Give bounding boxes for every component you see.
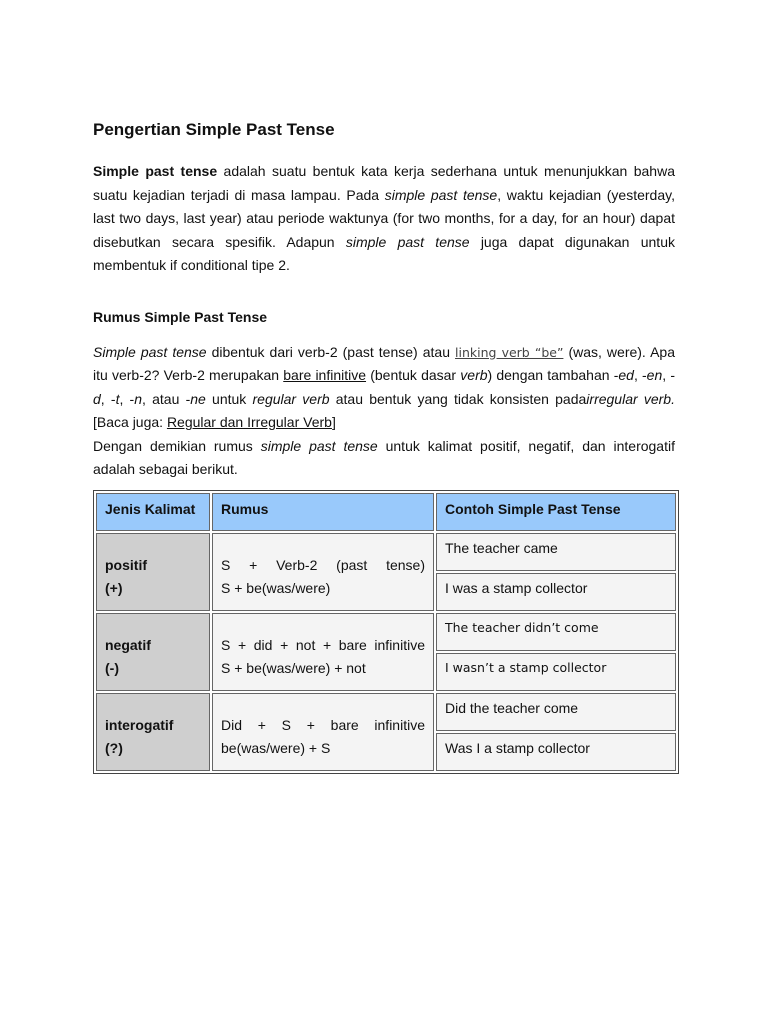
text: juga dapat digunakan untuk membentuk if conditional tipe 2. — [93, 233, 675, 273]
text: adalah suatu bentuk kata kerja sederhana untuk menunjukkan bahwa suatu kejadian terjadi di masa lampau. Pada — [93, 163, 675, 203]
text: (was, were). Apa itu verb-2? Verb-2 merupakan — [93, 343, 675, 383]
type: interogatif — [105, 716, 174, 733]
term: Simple past tense — [93, 343, 207, 360]
tense-table — [93, 490, 679, 774]
formula-cell — [212, 533, 434, 611]
text: untuk kalimat positif, negatif, dan interogatif adalah sebagai berikut. — [93, 437, 675, 477]
term: Simple past tense — [93, 163, 218, 179]
table-row — [96, 693, 676, 731]
text: ) dengan tambahan - — [487, 367, 619, 383]
text: ed — [618, 367, 634, 383]
type: positif — [105, 556, 147, 573]
text: Dengan demikian rumus — [93, 437, 261, 454]
example-cell: Did the teacher come — [436, 693, 676, 731]
symbol: (?) — [105, 739, 123, 756]
text: , - — [633, 367, 647, 383]
bare-infinitive-link[interactable]: bare infinitive — [283, 367, 367, 383]
symbol: (-) — [105, 659, 119, 676]
text: ne — [190, 390, 206, 407]
text: en — [646, 367, 663, 383]
example-cell: The teacher didn’t come — [436, 613, 676, 651]
text: , - — [119, 390, 135, 407]
text: ] — [331, 414, 336, 430]
formula: S + Verb-2 (past tense) — [221, 556, 425, 573]
text: , - — [662, 367, 675, 383]
symbol: (+) — [105, 579, 123, 596]
formula-paragraph — [93, 341, 675, 435]
header-rumus: Rumus — [212, 493, 434, 531]
text: t — [115, 390, 120, 407]
text: verb — [460, 367, 488, 383]
text: , waktu kejadian (yesterday, last two days, last year) atau periode waktunya (for two months, for a day, for an hour) dapat disebutkan secara spesifik. Adapun — [93, 186, 675, 250]
text: dibentuk dari verb-2 (past tense) atau — [206, 343, 456, 360]
example-cell: Was I a stamp collector — [436, 733, 676, 771]
document-page — [93, 118, 675, 774]
formula-cell — [212, 693, 434, 771]
formula: be(was/were) + S — [221, 739, 331, 756]
sentence-type-cell — [96, 533, 210, 611]
formula-cell — [212, 613, 434, 691]
linking-verb-link[interactable]: linking verb “be” — [455, 344, 564, 360]
term: simple past tense — [260, 437, 378, 454]
term: simple past tense — [345, 233, 470, 250]
formula: S + be(was/were) + not — [221, 659, 366, 676]
regular-irregular-verb-link[interactable]: Regular dan Irregular Verb — [166, 414, 332, 430]
text: d — [93, 390, 101, 407]
formula: S + be(was/were) — [221, 579, 331, 596]
formula: S + did + not + bare infinitive — [221, 636, 425, 653]
table-row — [96, 613, 676, 651]
term: simple past tense — [384, 186, 498, 203]
intro-paragraph — [93, 435, 675, 482]
example-cell: I was a stamp collector — [436, 573, 676, 611]
definition-paragraph — [93, 160, 675, 278]
sentence-type-cell — [96, 613, 210, 691]
text: n — [134, 390, 143, 407]
formula: Did + S + bare infinitive — [221, 716, 425, 733]
text: atau bentuk yang tidak konsisten pada — [329, 390, 587, 407]
text: [Baca juga: — [93, 414, 167, 430]
section-heading: Rumus Simple Past Tense — [93, 308, 268, 325]
page-title: Pengertian Simple Past Tense — [93, 120, 335, 139]
text: , - — [100, 390, 116, 407]
example-cell: I wasn’t a stamp collector — [436, 653, 676, 691]
text: irregular verb. — [586, 390, 675, 407]
text: regular verb — [252, 390, 330, 407]
text: (bentuk dasar — [366, 367, 461, 383]
text: , atau - — [142, 390, 191, 407]
table-row — [96, 533, 676, 571]
type: negatif — [105, 636, 151, 653]
sentence-type-cell — [96, 693, 210, 771]
text: untuk — [205, 390, 253, 407]
table-header-row — [96, 493, 676, 531]
header-contoh: Contoh Simple Past Tense — [436, 493, 676, 531]
header-jenis-kalimat: Jenis Kalimat — [96, 493, 210, 531]
example-cell: The teacher came — [436, 533, 676, 571]
